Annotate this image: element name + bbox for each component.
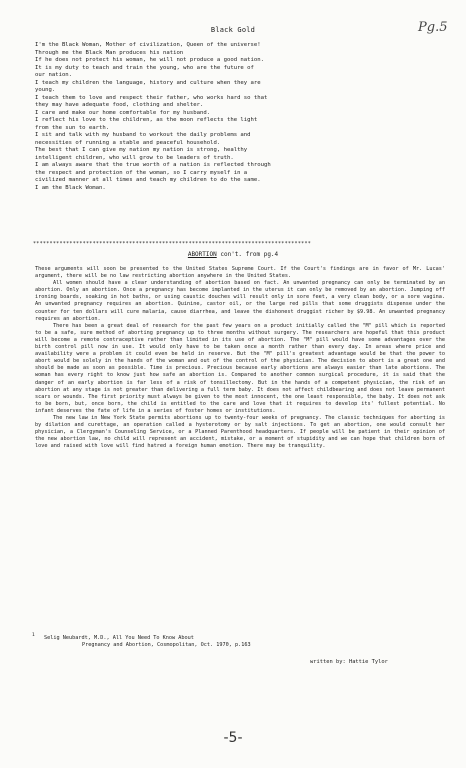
byline: written by: Hattie Tylor: [310, 659, 388, 665]
poem-line: The best that I can give my nation my nation is strong, healthy: [35, 147, 248, 153]
footnote-line: Pregnancy and Abortion, Cosmopolitan, Oct. 1970, p.163: [82, 642, 251, 649]
poem-line: If he does not protect his woman, he will not produce a good nation.: [35, 57, 265, 63]
poem-line: civilized manner at all times and teach my children to do the same.: [35, 177, 261, 183]
poem-line: the respect and protection of the woman, so I carry myself in a: [35, 169, 248, 176]
poem-line: I am always aware that the true worth of a nation is reflected through: [35, 162, 271, 168]
poem-line: intelligent children, who will grow to be leaders of truth.: [35, 154, 234, 161]
footnote-line: Selig Neubardt, M.D., All You Need To Know About: [44, 635, 194, 641]
poem-line: Through me the Black Man produces his nation: [35, 49, 184, 56]
poem-line: they may have adequate food, clothing and shelter.: [35, 102, 204, 108]
paragraph: These arguments will soon be presented to the United States Supreme Court. If the Court's findings are in favor of Mr. Lucas' argument, there will be no law restricting abortion anywhere in the United States.: [35, 266, 445, 280]
article-heading: [0, 251, 466, 258]
poem-line: necessities of running a stable and peaceful household.: [35, 139, 221, 146]
poem-line: I care and make our home comfortable for my husband.: [35, 109, 211, 116]
page-title: Black Gold: [210, 26, 256, 34]
poem-line: our nation.: [35, 72, 73, 78]
paragraph: There has been a great deal of research for the past few years on a product initially called the "M" pill which is reported to be a safe, sure method of aborting pregnancy up to three months without surgery. The researchers are hopeful that this product will become a remote contraceptive rather than limited in its use of abortion. The "M" pill would have some advantages over the birth control pill now in use. It would only have to be taken once a month rather than every day. In areas where price and availability were a problem it could even be held in reserve. But the "M" pill's greatest advantage would be that the power to abort would be solely in the hands of the woman and out of the control of the physician. The decision to abort is a great one and should be made as soon as possible. Time is precious. Precious because early abortions are always easier than late abortions. The woman has every right to know just how safe an abortion is. Compared to another common surgical procedure, it is said that the danger of an early abortion is far less of a risk of tonsillectomy. But in the hands of a competent physician, the risk of an abortion at any stage is not greater than delivering a full term baby. It does not affect childbearing and does not leave permanent scars or wounds. The first priority must always be given to the most innocent, the one least responsible, the baby. It does not ask to be born, but, once born, the child is entitled to the care and love that it requires to develop its' fullest potential. No infant deserves the fate of life in a series of foster homes or institutions.: [35, 322, 445, 414]
handwritten-page-mark: Pg.5: [418, 20, 448, 35]
footnote: [32, 635, 442, 650]
star-separator: ************************************************************************************: [33, 241, 312, 247]
poem-line: It is my duty to teach and train the young, who are the future of: [35, 64, 254, 71]
poem-line: I teach my children the language, history and culture when they are: [35, 79, 261, 86]
paragraph: The new law in New York State permits abortions up to twenty-four weeks of pregnancy. The classic techniques for aborting is by dilation and curettage, an operation called a hysterotomy or by salt injections. To get an abortion, one would consult her physician, a Clergyman's Counseling Service, or a Planned Parenthood headquarters. If people will be patient in their opinion of the new abortion law, no child will represent an accident, mistake, or a moment of stupidity and we can hope that children born of love and raised with love will find hatred a foreign human emotion. There may be tranquility.: [35, 414, 445, 450]
footnote-number: 1: [32, 633, 35, 638]
article-body: [35, 266, 445, 450]
poem-line: young.: [35, 87, 56, 93]
poem: [35, 42, 440, 192]
poem-line: from the sun to earth.: [35, 124, 110, 131]
paragraph: All women should have a clear understanding of abortion based on fact. An unwanted pregnancy can only be terminated by an abortion. Only an abortion. Once a pregnancy has become implanted in the uterus it can only be removed by an abortion. Jumping off ironing boards, soaking in hot baths, or using caustic douches will result only in sore feet, a very clean body, or a sore vagina. An unwanted pregnancy requires an abortion. Quinine, castor oil, or the large red pills that some druggists dispense under the counter for ten dollars will cure malaria, cause diarrhea, and leave the dishonest druggist richer by $9.98. An unwanted pregnancy requires an abortion.: [35, 280, 445, 322]
poem-line: I sit and talk with my husband to workout the daily problems and: [35, 132, 251, 138]
article-title: ABORTION: [187, 251, 217, 258]
poem-line: I teach them to love and respect their father, who works hard so that: [35, 94, 268, 101]
poem-line: I'm the Black Woman, Mother of civilization, Queen of the universe!: [35, 42, 261, 48]
poem-line: I reflect his love to the children, as the moon reflects the light: [35, 117, 258, 123]
poem-line: I am the Black Woman.: [35, 184, 106, 191]
continued-note: con't. from pg.4: [220, 251, 279, 258]
page-number: -5-: [223, 730, 243, 746]
